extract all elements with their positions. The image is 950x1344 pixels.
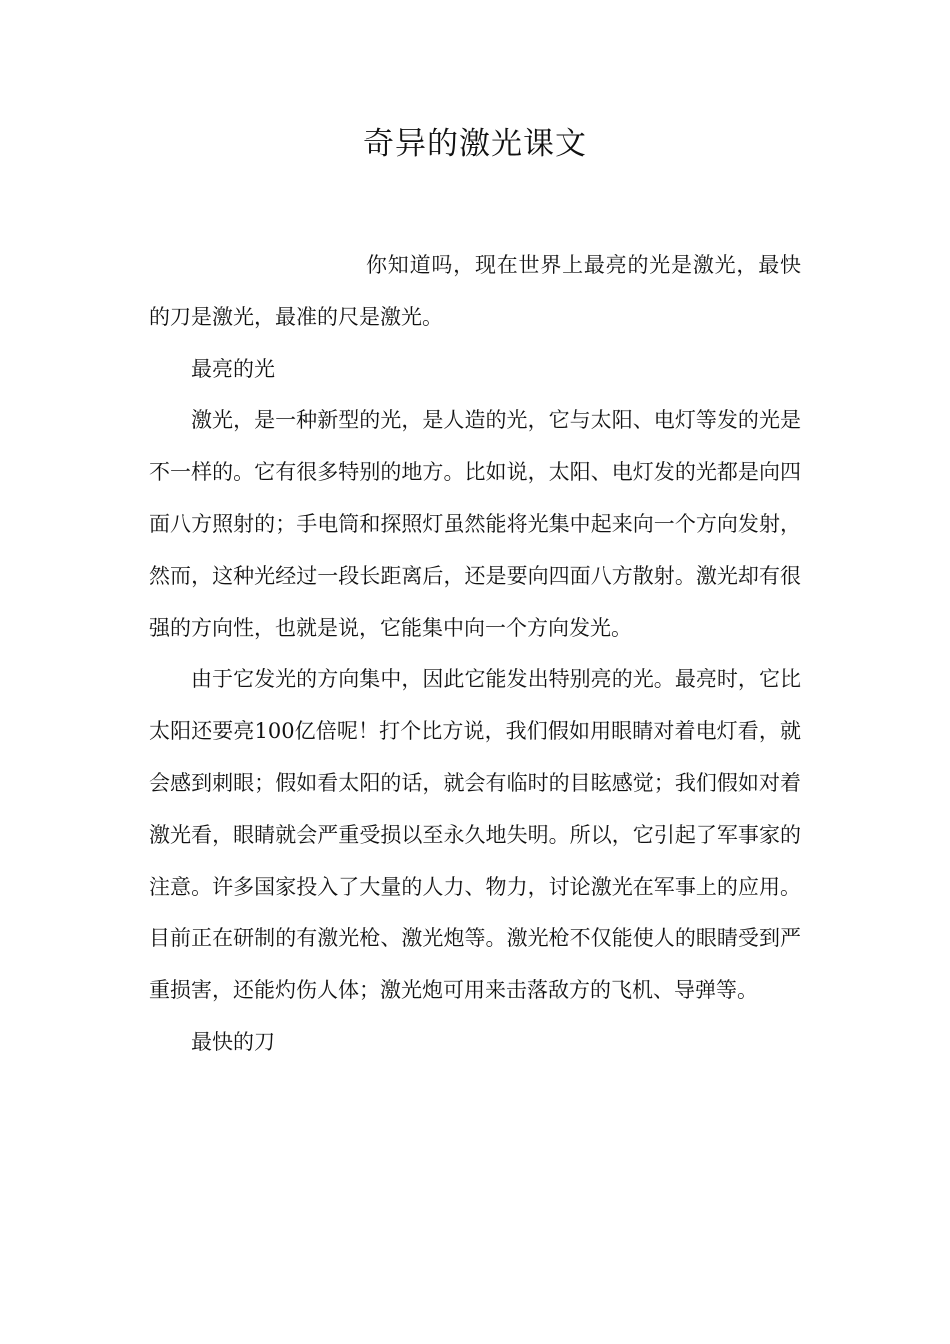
document-title: 奇异的激光课文 (363, 126, 587, 162)
document-body (149, 240, 801, 1069)
section-heading-fastest-knife: 最快的刀 (191, 1029, 275, 1054)
body-paragraph: 激光，是一种新型的光，是人造的光，它与太阳、电灯等发的光是不一样的。它有很多特别的地方。比如说，太阳、电灯发的光都是向四面八方照射的；手电筒和探照灯虽然能将光集中起来向一个方向发射，然而，这种光经过一段长距离后，还是要向四面八方散射。激光却有很强的方向性，也就是说，它能集中向一个方向发光。 (149, 408, 801, 640)
body-paragraph: 由于它发光的方向集中，因此它能发出特别亮的光。最亮时，它比太阳还要亮100亿倍呢！打个比方说，我们假如用眼睛对着电灯看，就会感到刺眼；假如看太阳的话，就会有临时的目眩感觉；我们假如对着激光看，眼睛就会严重受损以至永久地失明。所以，它引起了军事家的注意。许多国家投入了大量的人力、物力，讨论激光在军事上的应用。目前正在研制的有激光枪、激光炮等。激光枪不仅能使人的眼睛受到严重损害，还能灼伤人体；激光炮可用来击落敌方的飞机、导弹等。 (149, 667, 801, 1003)
section-heading-brightest-light: 最亮的光 (191, 356, 275, 381)
intro-paragraph: 你知道吗，现在世界上最亮的光是激光，最快的刀是激光，最准的尺是激光。 (149, 253, 801, 329)
